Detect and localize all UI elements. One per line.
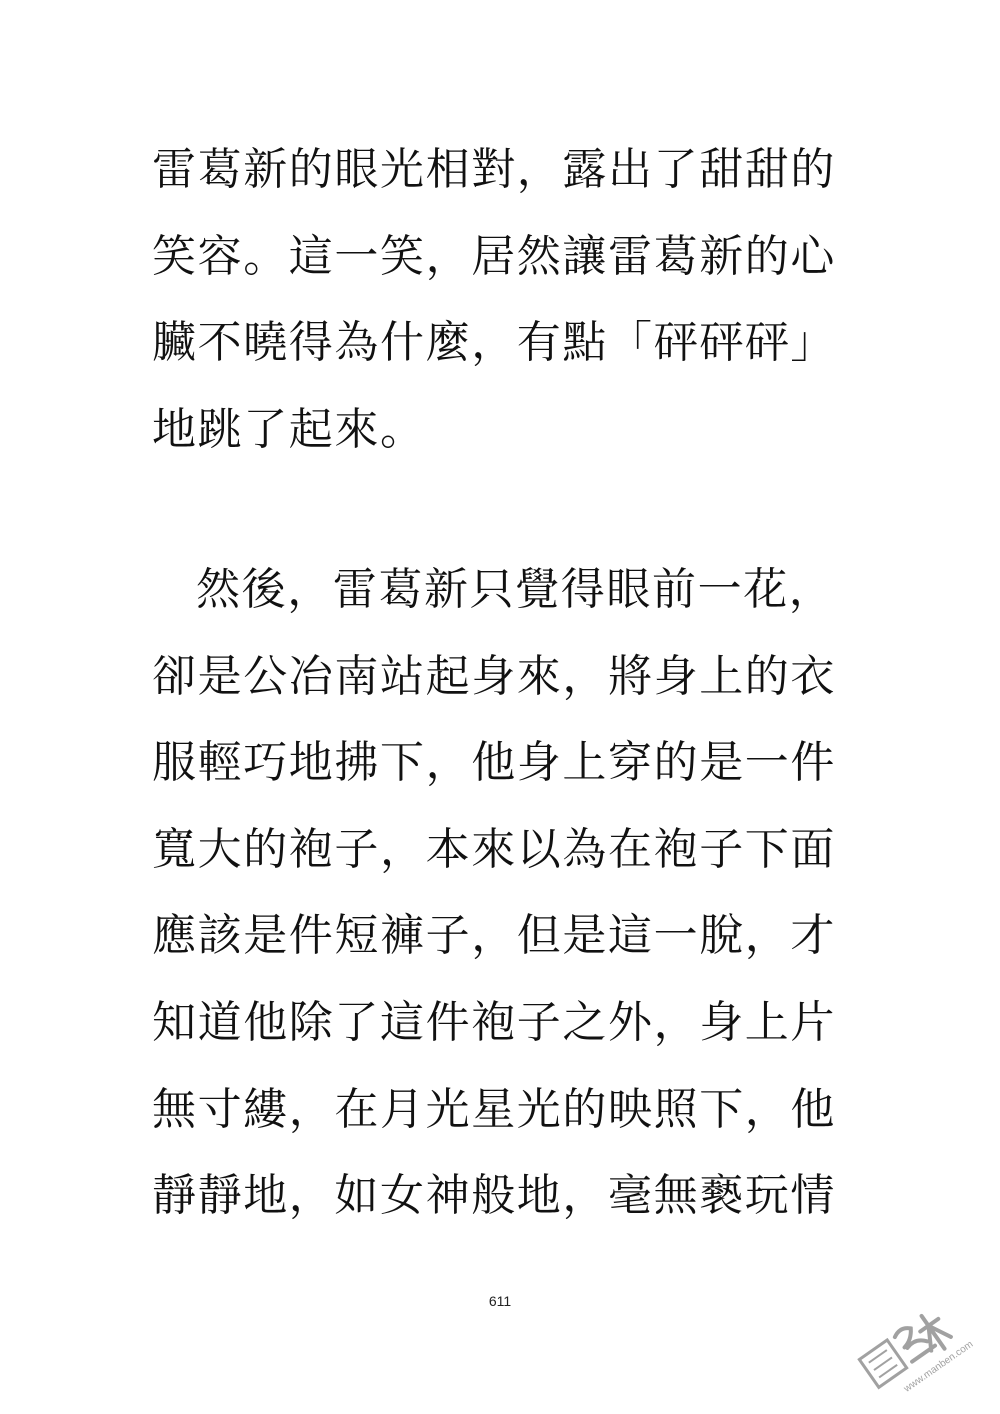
watermark-url-text: www.manben.com [902, 1338, 976, 1395]
text-line: 知道他除了這件袍子之外，身上片 [152, 996, 836, 1048]
text-line: 卻是公冶南站起身來，將身上的衣 [152, 650, 836, 702]
manben-logo-icon [842, 1286, 992, 1406]
text-line: 地跳了起來。 [152, 403, 426, 455]
text-line: 然後，雷葛新只覺得眼前一花， [196, 564, 835, 615]
text-line: 應該是件短褲子，但是這一脫，才 [152, 910, 836, 962]
paragraph-1 [152, 144, 852, 494]
text-line: 臟不曉得為什麼，有點「砰砰砰」 [152, 317, 836, 369]
text-line: 笑容。這一笑，居然讓雷葛新的心 [152, 230, 836, 282]
page-number: 611 [488, 1293, 512, 1309]
text-line: 寬大的袍子，本來以為在袍子下面 [152, 823, 836, 875]
paragraph-2 [152, 564, 852, 1261]
text-line: 靜靜地，如女神般地，毫無褻玩情 [152, 1170, 836, 1222]
text-line: 無寸縷，在月光星光的映照下，他 [152, 1083, 836, 1135]
text-line: 雷葛新的眼光相對，露出了甜甜的 [152, 144, 836, 195]
watermark-logo [842, 1286, 992, 1406]
text-line: 服輕巧地拂下，他身上穿的是一件 [152, 737, 836, 789]
